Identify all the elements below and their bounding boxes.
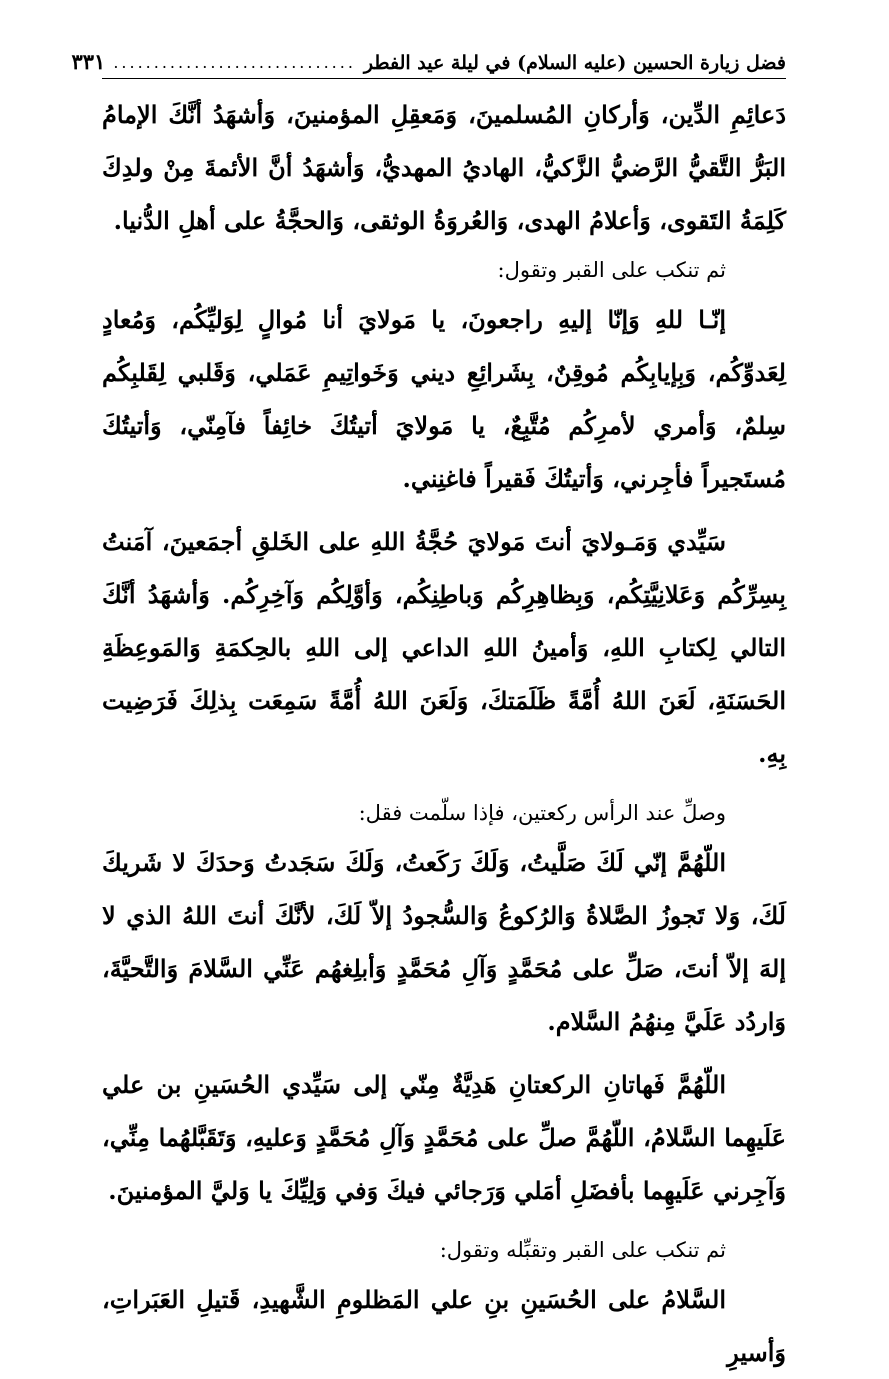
paragraph-instruction-1: ثم تنكب على القبر وتقول: bbox=[497, 258, 726, 282]
page-number: ٣٣١ bbox=[71, 49, 106, 74]
leader-dots: .............................. bbox=[113, 53, 356, 72]
paragraph-ziyara-4: السَّلامُ على الحُسَينِ بنِ علي المَظلومِ الشَّهيدِ، قَتيلِ العَبَراتِ، وَأسيرِ bbox=[102, 1285, 786, 1367]
document-body bbox=[102, 88, 786, 1379]
paragraph-ziyara-2: إنّـا للهِ وَإنّا إليهِ راجعونَ، يا مَولايَ أنا مُوالٍ لِوَليِّكُم، وَمُعادٍ لِعَدوِّكُم، وَبِإيابِكُم مُوقِنٌ، بِشَرائِعِ ديني وَخَواتِيمِ عَمَلي، وَقَلبي لِقَلبِكُم سِلمٌ، وَأمري لأمرِكُم مُتَّبِعٌ، يا مَولايَ أتيتُكَ خائِفاً فآمِنّي، وَأتيتُكَ مُستَجيراً فأجِرني، وَأتيتُكَ فَقيراً فاغنِني. bbox=[102, 305, 786, 493]
running-header-title: فضل زيارة الحسين (عليه السلام) في ليلة عيد الفطر bbox=[363, 52, 786, 74]
paragraph-prayer-2: اللّهُمَّ فَهاتانِ الركعتانِ هَدِيَّةٌ مِنّي إلى سَيِّدي الحُسَينِ بن علي عَلَيهِما السَّلامُ، اللّهُمَّ صلِّ على مُحَمَّدٍ وَآلِ مُحَمَّدٍ وَعليهِ، وَتَقَبَّلهُما مِنِّي، وَآجِرني عَلَيهِما بأفضَلِ أمَلي وَرَجائي فيكَ وَفي وَلِيِّكَ يا وَليَّ المؤمنينَ. bbox=[102, 1070, 786, 1205]
paragraph-prayer-1: اللّهُمَّ إنّي لَكَ صَلَّيتُ، وَلَكَ رَكَعتُ، وَلَكَ سَجَدتُ وَحدَكَ لا شَريكَ لَكَ، وَلا تَجوزُ الصَّلاةُ وَالرُكوعُ وَالسُّجودُ إلاّ لَكَ، لأنَّكَ أنتَ اللهُ الذي لا إلهَ إلاّ أنتَ، صَلِّ على مُحَمَّدٍ وَآلِ مُحَمَّدٍ وَأبلِغهُم عَنِّي السَّلامَ وَالتَّحيَّةَ، وَاردُد عَلَيَّ مِنهُمُ السَّلام. bbox=[102, 848, 786, 1036]
running-header bbox=[71, 34, 786, 79]
paragraph-ziyara-1: دَعائِمِ الدِّين، وَأركانِ المُسلمينَ، وَمَعقِلِ المؤمنينَ، وَأشهَدُ أنَّكَ الإمامُ البَرُّ التَّقيُّ الرَّضيُّ الزَّكيُّ، الهاديُ المهديُّ، وَأشهَدُ أنَّ الأئمةَ مِنْ ولدِكَ كَلِمَةُ التَقوى، وَأعلامُ الهدى، وَالعُروَةُ الوثقى، وَالحجَّةُ على أهلِ الدُّنيا. bbox=[102, 100, 786, 235]
paragraph-instruction-2: وصلِّ عند الرأس ركعتين، فإذا سلّمت فقل: bbox=[358, 801, 726, 825]
paragraph-instruction-3: ثم تنكب على القبر وتقبِّله وتقول: bbox=[439, 1238, 726, 1262]
paragraph-ziyara-3: سَيِّدي وَمَـولايَ أنتَ مَولايَ حُجَّةُ اللهِ على الخَلقِ أجمَعينَ، آمَنتُ بِسِرِّكُم وَعَلانِيَّتِكُم، وَبِظاهِرِكُم وَباطِنِكُم، وَأوَّلِكُم وَآخِرِكُم. وَأشهَدُ أنَّكَ التالي لِكتابِ اللهِ، وَأمينُ اللهِ الداعي إلى اللهِ بالحِكمَةِ وَالمَوعِظَةِ الحَسَنَةِ، لَعَنَ اللهُ أُمَّةً ظَلَمَتكَ، وَلَعَنَ اللهُ أُمَّةً سَمِعَت بِذلِكَ فَرَضِيت بِهِ. bbox=[102, 527, 786, 768]
